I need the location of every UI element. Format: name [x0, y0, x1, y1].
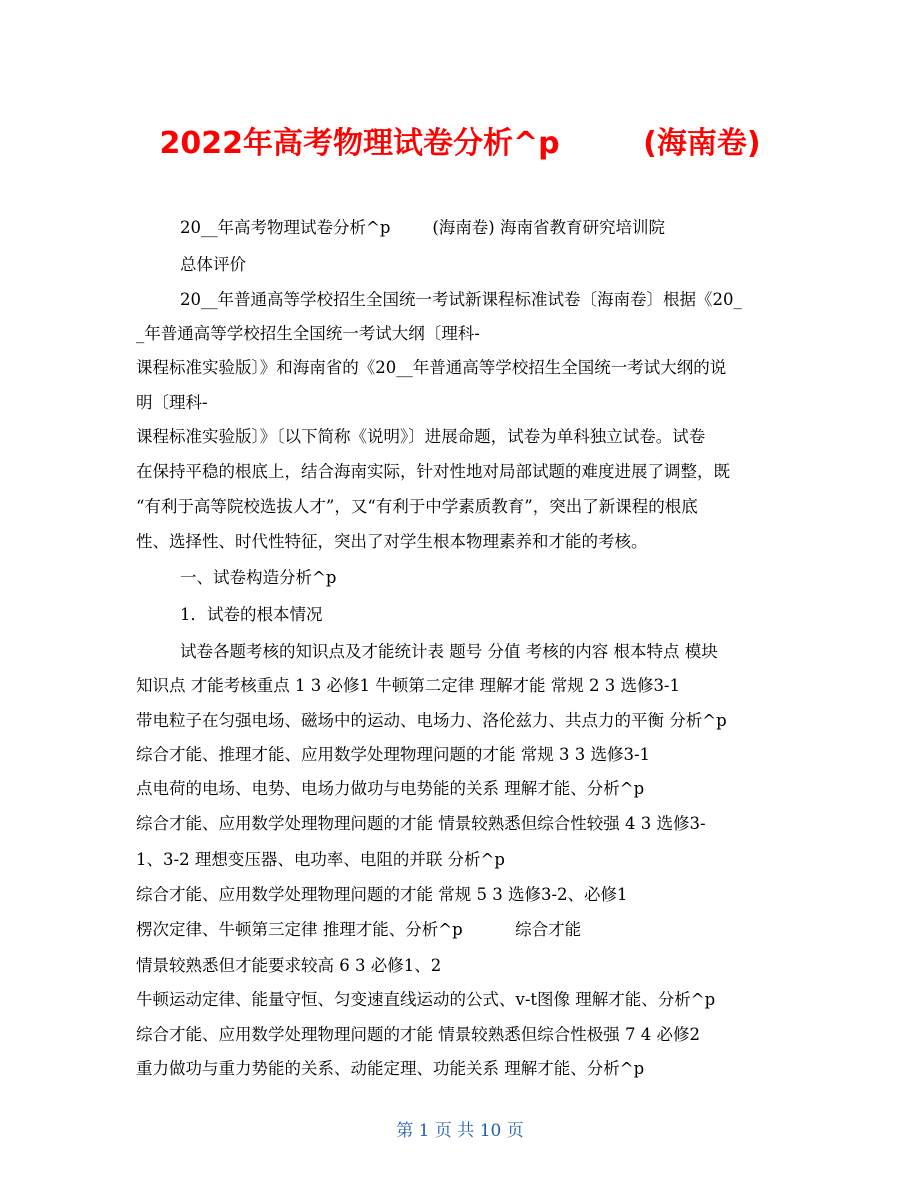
- paragraph-line: 20__年普通高等学校招生全国统一考试新课程标准试卷〔海南卷〕根据《20_: [180, 290, 742, 309]
- paragraph-line: 课程标准实验版〕》和海南省的《20__年普通高等学校招生全国统一考试大纲的说: [136, 358, 727, 377]
- document-title: 2022年高考物理试卷分析^p (海南卷): [159, 126, 761, 161]
- paragraph-line: 综合才能、推理才能、应用数学处理物理问题的才能 常规 3 3 选修3-1: [136, 745, 651, 764]
- paragraph-line: 牛顿运动定律、能量守恒、匀变速直线运动的公式、v-t图像 理解才能、分析^p: [136, 990, 716, 1009]
- paragraph-line: 20__年高考物理试卷分析^p (海南卷) 海南省教育研究培训院: [180, 218, 665, 237]
- section-heading: 一、试卷构造分析^p: [180, 568, 337, 587]
- paragraph-line: “有利于高等院校选拔人才”，又“有利于中学素质教育”，突出了新课程的根底: [136, 497, 698, 516]
- paragraph-line: 综合才能、应用数学处理物理问题的才能 情景较熟悉但综合性较强 4 3 选修3-: [136, 814, 706, 833]
- paragraph-line: 知识点 才能考核重点 1 3 必修1 牛顿第二定律 理解才能 常规 2 3 选修3-1: [136, 676, 681, 695]
- paragraph-line: 总体评价: [180, 255, 246, 274]
- paragraph-line: 重力做功与重力势能的关系、动能定理、功能关系 理解才能、分析^p: [136, 1059, 645, 1078]
- paragraph-line: 综合才能、应用数学处理物理问题的才能 情景较熟悉但综合性极强 7 4 必修2: [136, 1025, 700, 1044]
- paragraph-line: 点电荷的电场、电势、电场力做功与电势能的关系 理解才能、分析^p: [136, 779, 645, 798]
- paragraph-line: 在保持平稳的根底上，结合海南实际，针对性地对局部试题的难度进展了调整，既: [136, 462, 730, 481]
- paragraph-line: 情景较熟悉但才能要求较高 6 3 必修1、2: [136, 956, 442, 975]
- paragraph-line: 1、3-2 理想变压器、电功率、电阻的并联 分析^p: [136, 850, 505, 869]
- paragraph-line: 明〔理科-: [136, 393, 208, 412]
- paragraph-line: 性、选择性、时代性特征，突出了对学生根本物理素养和才能的考核。: [136, 532, 648, 551]
- paragraph-line: 综合才能、应用数学处理物理问题的才能 常规 5 3 选修3-2、必修1: [136, 885, 628, 904]
- paragraph-line: 课程标准实验版〕》〔以下简称《说明》〕进展命题，试卷为单科独立试卷。试卷: [136, 427, 706, 446]
- subsection-heading: 1．试卷的根本情况: [180, 605, 323, 624]
- paragraph-line: 楞次定律、牛顿第三定律 推理才能、分析^p 综合才能: [136, 920, 582, 939]
- paragraph-line: _年普通高等学校招生全国统一考试大纲〔理科-: [136, 324, 480, 343]
- paragraph-line: 试卷各题考核的知识点及才能统计表 题号 分值 考核的内容 根本特点 模块: [180, 642, 718, 661]
- paragraph-line: 带电粒子在匀强电场、磁场中的运动、电场力、洛伦兹力、共点力的平衡 分析^p: [136, 711, 727, 730]
- page-number-footer: 第 1 页 共 10 页: [396, 1121, 524, 1141]
